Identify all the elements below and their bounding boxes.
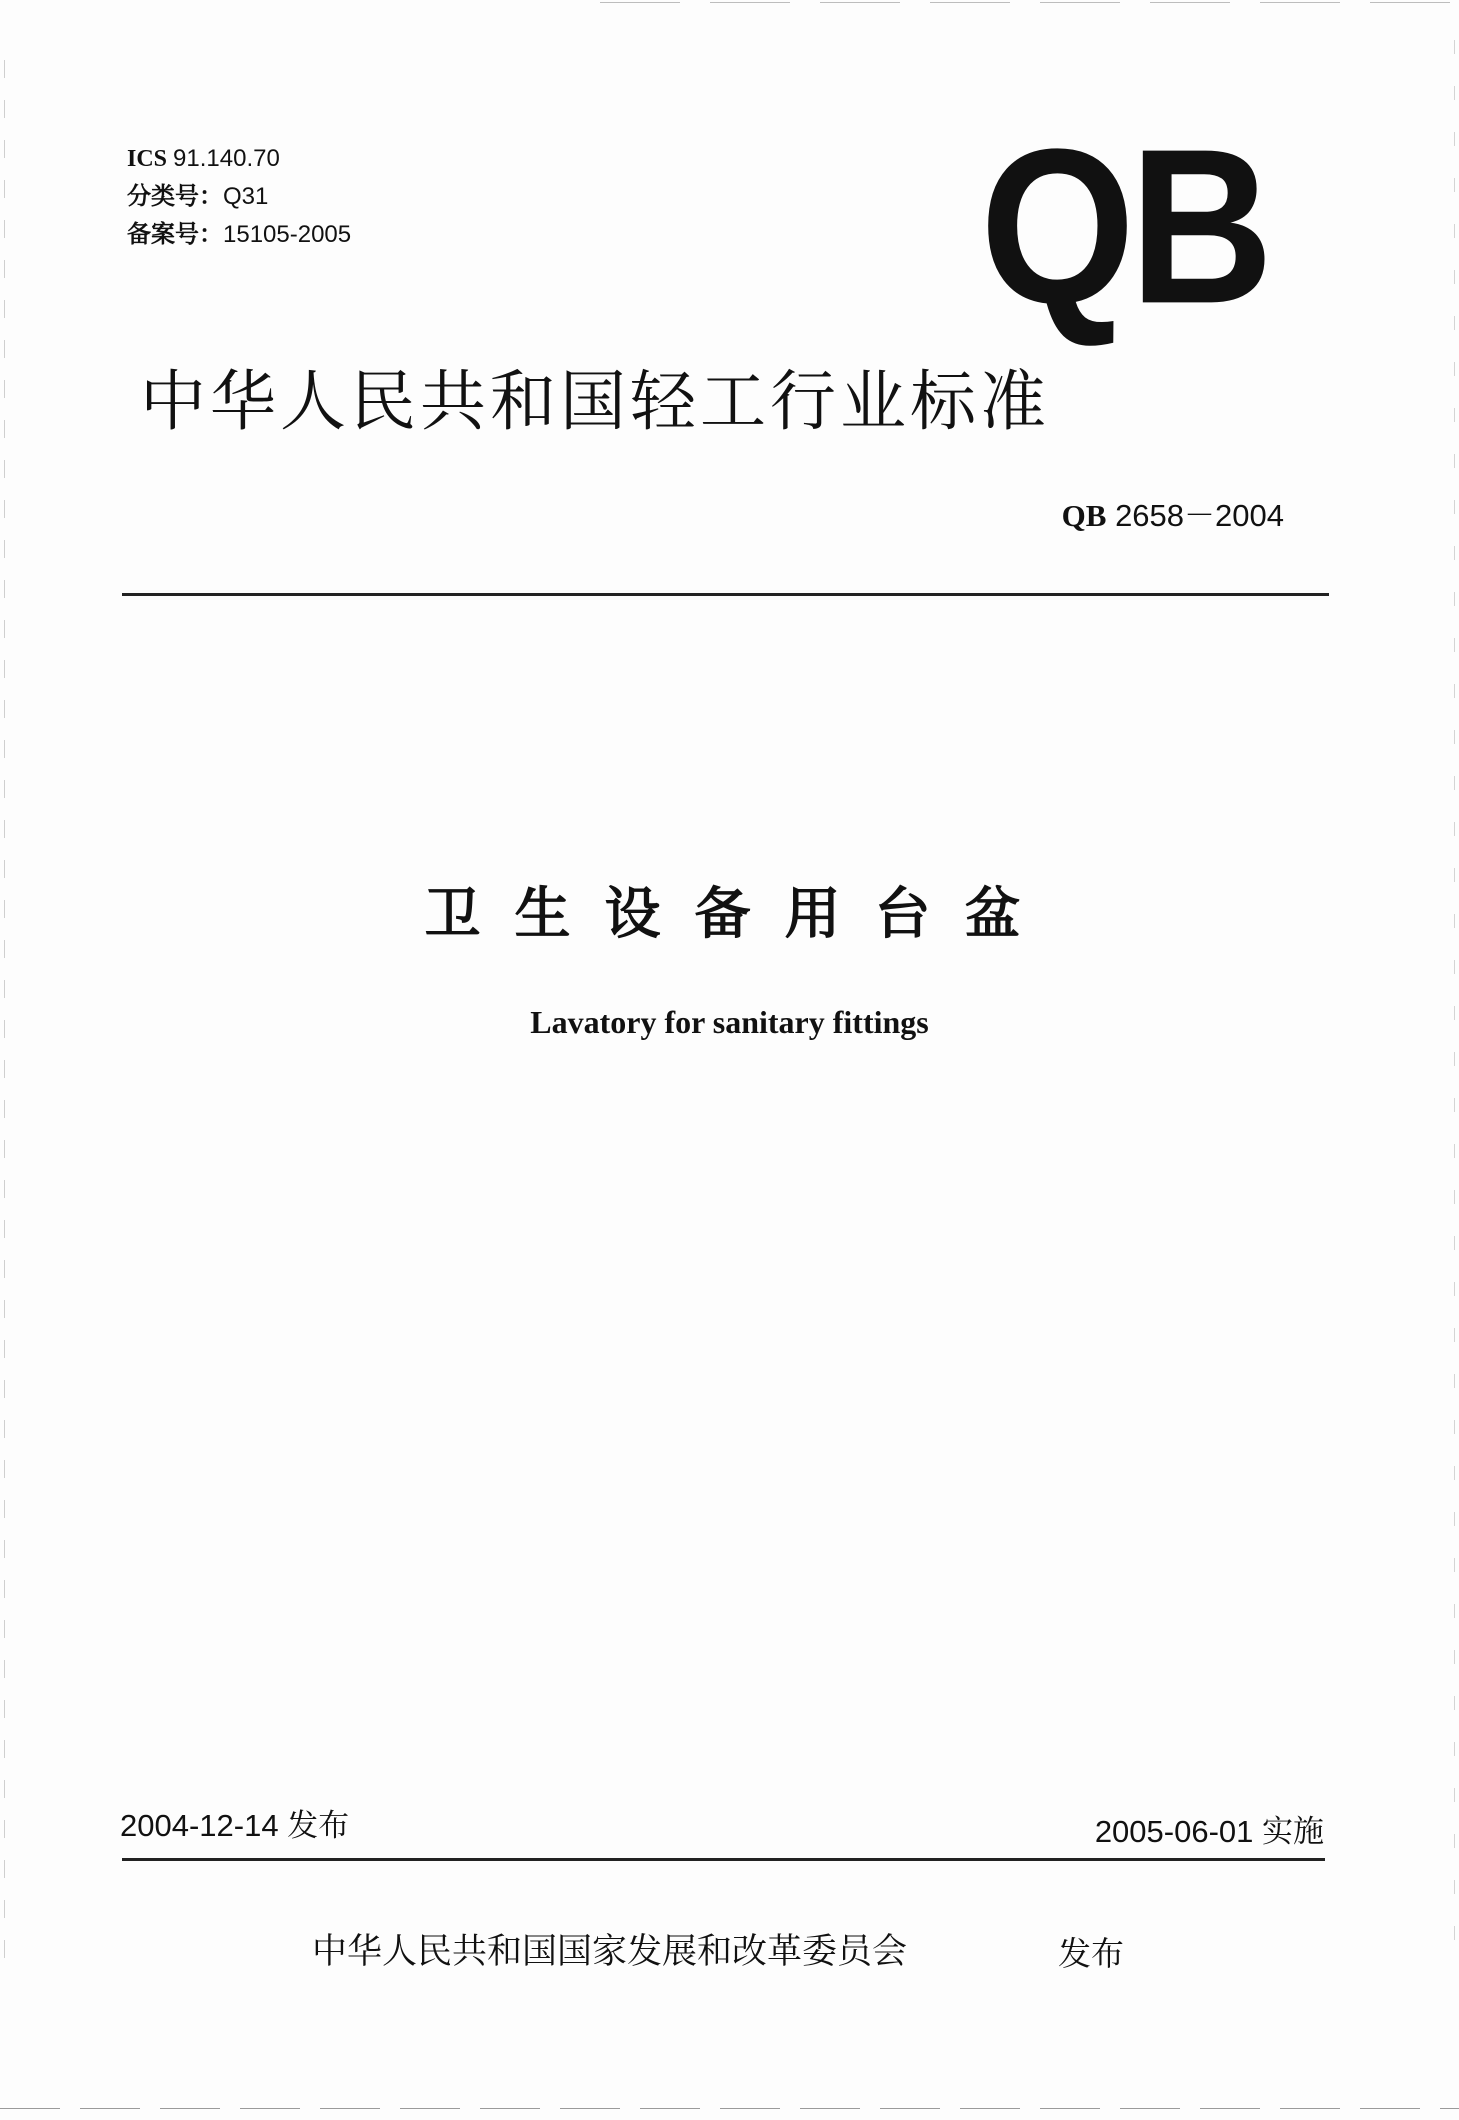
ics-value: 91.140.70 [173, 145, 280, 172]
ics-line [127, 140, 351, 178]
publisher-name: 中华人民共和国国家发展和改革委员会 [312, 1932, 908, 1972]
scan-edge-right [1454, 40, 1455, 1940]
scan-edge-top [600, 2, 1459, 3]
qb-logo: QB [980, 102, 1268, 350]
bottom-divider [122, 1858, 1325, 1861]
document-title-english: Lavatory for sanitary fittings [530, 1004, 929, 1040]
standard-code: 2658－2004 [1115, 498, 1284, 533]
standard-prefix: QB [1061, 498, 1107, 533]
record-line [127, 216, 351, 254]
effective-date: 2005-06-01 实施 [1094, 1814, 1324, 1849]
scan-edge-bottom [0, 2108, 1459, 2109]
issue-date: 2004-12-14 发布 [120, 1808, 350, 1843]
document-title-chinese: 卫生设备用台盆 [424, 882, 1055, 947]
record-label: 备案号： [127, 222, 223, 248]
class-value: Q31 [223, 183, 269, 210]
class-label: 分类号： [127, 184, 223, 210]
record-value: 15105-2005 [223, 221, 352, 248]
classification-block [127, 140, 351, 254]
ics-label: ICS [127, 146, 168, 172]
standard-number [1062, 490, 1284, 535]
industry-standard-title: 中华人民共和国轻工行业标准 [140, 363, 1050, 440]
publisher-suffix: 发布 [1058, 1934, 1124, 1973]
class-line [127, 178, 351, 216]
top-divider [122, 593, 1329, 596]
